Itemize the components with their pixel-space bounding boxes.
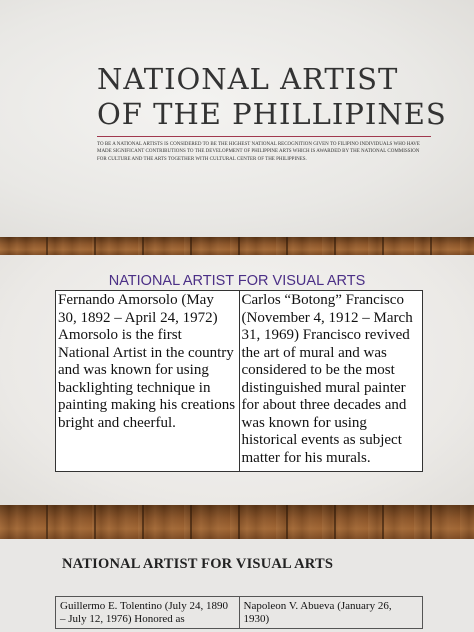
title-slide bbox=[0, 0, 474, 237]
table-row bbox=[56, 597, 423, 629]
table-row bbox=[56, 291, 423, 472]
wood-floor-divider bbox=[0, 237, 474, 255]
artist-table bbox=[55, 290, 423, 472]
artist-cell-abueva: Napoleon V. Abueva (January 26, 1930) bbox=[239, 597, 423, 629]
artist-table-2 bbox=[55, 596, 423, 629]
slide-title bbox=[97, 62, 457, 132]
visual-arts-slide bbox=[0, 255, 474, 505]
section-heading-2: NATIONAL ARTIST FOR VISUAL ARTS bbox=[62, 556, 334, 572]
artist-cell-tolentino: Guillermo E. Tolentino (July 24, 1890 – July 12, 1976) Honored as bbox=[56, 597, 240, 629]
visual-arts-slide-2 bbox=[0, 539, 474, 632]
section-heading: NATIONAL ARTIST FOR VISUAL ARTS bbox=[108, 273, 366, 289]
intro-text: TO BE A NATIONAL ARTISTS IS CONSIDERED TO BE THE HIGHEST NATIONAL RECOGNITION GIVEN TO FILIPINO INDIVIDUALS WHO HAVE MADE SIGNIFICANT CONTRIBUTIONS TO THE DEVELOPMENT OF PHILIPPINE ARTS WHICH IS AWARDED BY THE NATIONAL COMMISSION FOR CULTURE AND THE ARTS TOGETHER WITH CULTURAL CENTER OF THE PHILIPPINES. bbox=[97, 142, 420, 162]
artist-cell-francisco: Carlos “Botong” Francisco (November 4, 1912 – March 31, 1969) Francisco revived the art of mural and was considered to be the most distinguished mural painter for about three decades and was known for using historical events as subject matter for his murals. bbox=[239, 291, 423, 472]
title-divider bbox=[97, 136, 431, 137]
slide-title-line-1: NATIONAL ARTIST bbox=[97, 62, 399, 96]
slide-title-line-2: OF THE PHILLIPINES bbox=[97, 97, 447, 131]
artist-cell-amorsolo: Fernando Amorsolo (May 30, 1892 – April 24, 1972) Amorsolo is the first National Artist in the country and was known for using backlighting technique in painting making his creations bright and cheerful. bbox=[56, 291, 240, 472]
wood-floor-divider-2 bbox=[0, 505, 474, 539]
